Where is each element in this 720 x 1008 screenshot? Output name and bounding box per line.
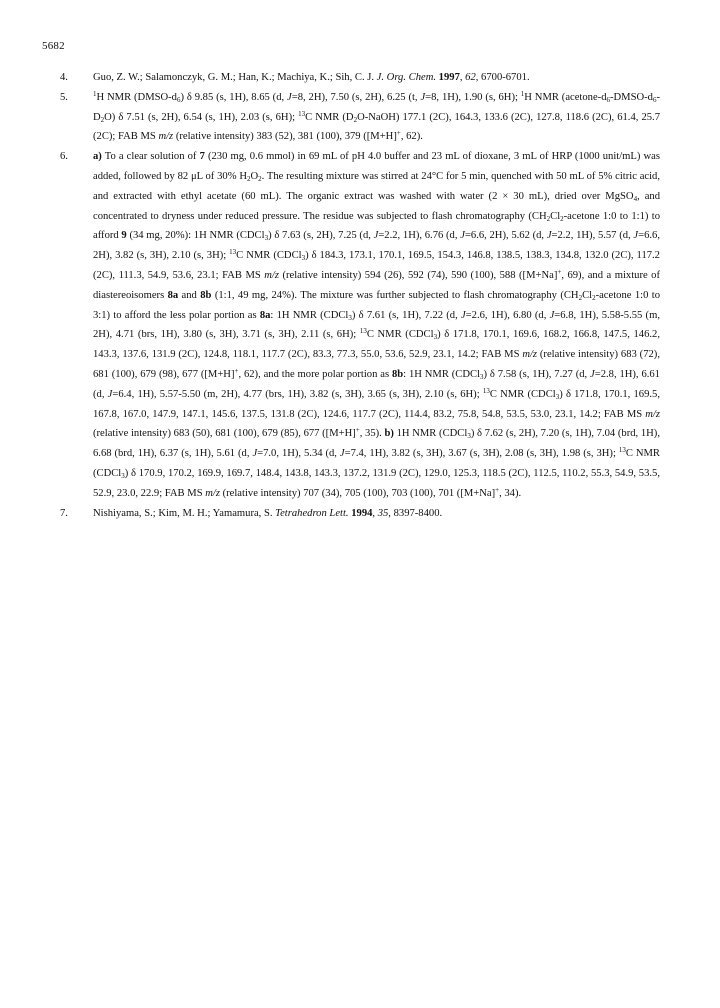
note-4 (60, 68, 660, 88)
note-number: 5. (60, 91, 68, 103)
note-text: Guo, Z. W.; Salamonczyk, G. M.; Han, K.; Machiya, K.; Sih, C. J. J. Org. Chem. 1997, 62, 6700-6701. (93, 72, 530, 83)
note-text: $^1$H NMR $(DMSO-d_6)$ δ 9.85 (s, 1H), 8.65 (d, J=8, 2H), 7.50 (s, 2H), 6.25 (t, J=8, 1H), 1.90 (s, 6H); $^1$H NMR $(acetone-d_6-DMSO-d_6-D_2O)$ δ 7.51 (s, 2H), 6.54 (s, 1H), 2.03 (s, 6H); $^{13}$C NMR $(D_2O-NaOH)$ 177.1 (2C), 164.3, 133.6 (2C), 127.8, 118.6 (2C), 61.4, 25.7 (2C); FAB MS m/z (relative intensity) 383 (52), 381 (100), 379 ([M+H]+, 62). (93, 89, 660, 143)
note-number: 6. (60, 151, 68, 163)
note-5 (60, 88, 660, 147)
page-number: 5682 (42, 40, 65, 52)
note-6 (60, 147, 660, 503)
note-number: 7. (60, 507, 68, 519)
note-number: 4. (60, 72, 68, 83)
note-text: Nishiyama, S.; Kim, M. H.; Yamamura, S. Tetrahedron Lett. 1994, 35, 8397-8400. (93, 507, 443, 519)
reference-notes (60, 68, 660, 523)
note-text: a) To a clear solution of 7 (230 mg, 0.6 mmol) in 69 mL of pH 4.0 buffer and 23 mL of dioxane, 3 mL of HRP (1000 unit/mL) was added, followed by 82 μL of 30% $H_2O_2$. The resulting mixture was stirred at 24°C for 5 min, quenched with 50 mL of 5% citric acid, and extracted with ethyl acetate (60 mL). The organic extract was washed with water (2 × 30 mL), dried over MgSO$_4$, and concentrated to dryness under reduced pressure. The residue was subjected to flash chromatography ($CH_2Cl_2$-acetone 1:0 to 1:1) to afford 9 (34 mg, 20%): 1H NMR (CDCl$_3$) δ 7.63 (s, 2H), 7.25 (d, J=2.2, 1H), 6.76 (d, J=6.6, 2H), 5.62 (d, J=2.2, 1H), 5.57 (d, J=6.6, 2H), 3.82 (s, 3H), 2.10 (s, 3H); $^{13}$C NMR (CDCl$_3$) δ 184.3, 173.1, 170.1, 169.5, 154.3, 146.8, 138.5, 138.3, 134.8, 132.0 (2C), 117.2 (2C), 111.3, 54.9, 53.6, 23.1; FAB MS m/z (relative intensity) 594 (26), 592 (74), 590 (100), 588 ([M+Na]+, 69), and a mixture of diastereoisomers 8a and 8b (1:1, 49 mg, 24%). The mixture was further subjected to flash chromatography ($CH_2Cl_2$-acetone 1:0 to 3:1) to afford the less polar portion as 8a: 1H NMR (CDCl$_3$) δ 7.61 (s, 1H), 7.22 (d, J=2.6, 1H), 6.80 (d, J=6.8, 1H), 5.58-5.55 (m, 2H), 4.71 (brs, 1H), 3.80 (s, 3H), 3.71 (s, 3H), 2.11 (s, 6H); $^{13}$C NMR (CDCl$_3$) δ 171.8, 170.1, 169.6, 168.2, 166.8, 147.5, 146.2, 143.3, 137.6, 131.9 (2C), 124.8, 118.1, 117.7 (2C), 83.3, 77.3, 55.0, 53.6, 52.9, 23.1, 14.2; FAB MS m/z (relative intensity) 683 (72), 681 (100), 679 (98), 677 ([M+H]+, 62), and the more polar portion as 8b: 1H NMR (CDCl$_3$) δ 7.58 (s, 1H), 7.27 (d, J=2.8, 1H), 6.61 (d, J=6.4, 1H), 5.57-5.50 (m, 2H), 4.77 (brs, 1H), 3.82 (s, 3H), 3.65 (s, 3H), 2.10 (s, 6H); $^{13}$C NMR (CDCl$_3$) δ 171.8, 170.1, 169.5, 167.8, 167.0, 147.9, 147.1, 145.6, 137.5, 131.8 (2C), 124.6, 117.7 (2C), 114.4, 83.2, 75.8, 54.8, 53.5, 53.0, 23.1, 14.2; FAB MS m/z (relative intensity) 683 (50), 681 (100), 679 (85), 677 ([M+H]+, 35). b) 1H NMR (CDCl$_3$) δ 7.62 (s, 2H), 7.20 (s, 1H), 7.04 (brd, 1H), 6.68 (brd, 1H), 6.37 (s, 1H), 5.61 (d, J=7.0, 1H), 5.34 (d, J=7.4, 1H), 3.82 (s, 3H), 3.67 (s, 3H), 2.08 (s, 3H), 1.98 (s, 3H); $^{13}$C NMR (CDCl$_3$) δ 170.9, 170.2, 169.9, 169.7, 148.4, 143.8, 143.3, 137.2, 131.9 (2C), 129.0, 125.3, 118.5 (2C), 112.5, 110.2, 55.3, 54.9, 53.5, 52.9, 23.0, 22.9; FAB MS m/z (relative intensity) 707 (34), 705 (100), 703 (100), 701 ([M+Na]+, 34). (93, 151, 661, 499)
note-7 (60, 504, 660, 524)
